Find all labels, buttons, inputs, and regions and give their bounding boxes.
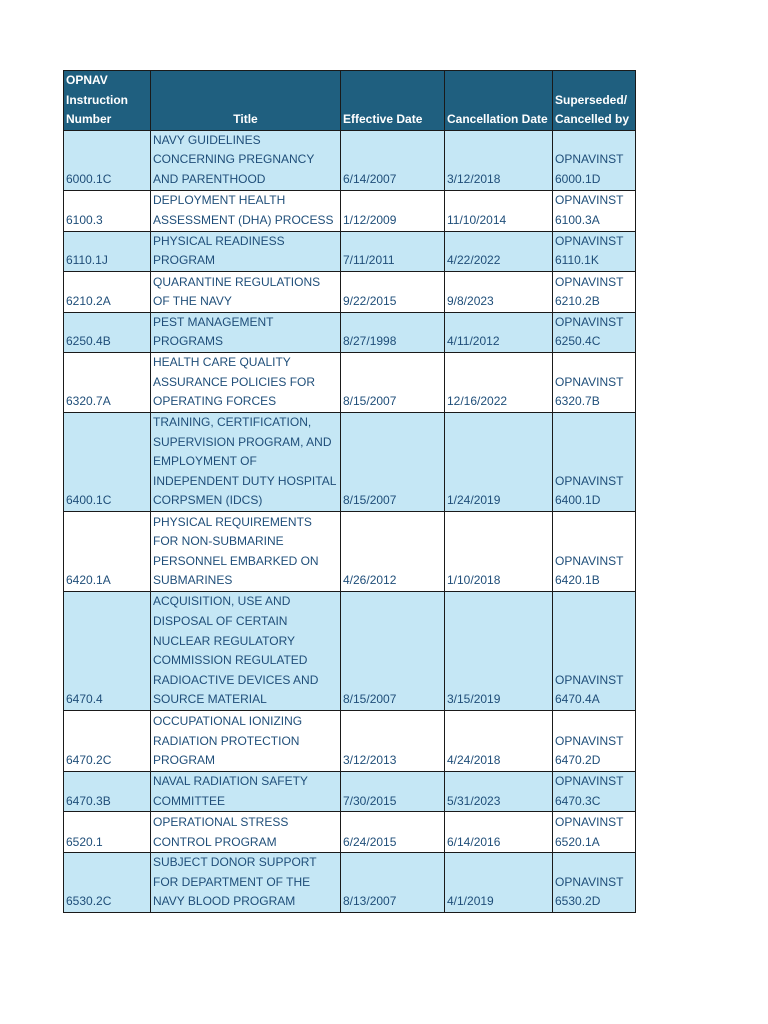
cell-cancellation: 4/22/2022	[445, 231, 553, 271]
table-row	[64, 812, 636, 853]
cell-effective: 6/24/2015	[341, 812, 445, 853]
cell-superseded: OPNAVINST 6250.4C	[553, 312, 636, 352]
cell-effective: 8/15/2007	[341, 352, 445, 412]
cell-effective: 9/22/2015	[341, 271, 445, 312]
table-row	[64, 312, 636, 352]
cell-number: 6110.1J	[64, 231, 151, 271]
cell-title: OCCUPATIONAL IONIZING RADIATION PROTECTION PROGRAM	[151, 710, 341, 771]
cell-effective: 3/12/2013	[341, 710, 445, 771]
cell-cancellation: 9/8/2023	[445, 271, 553, 312]
cell-title: SUBJECT DONOR SUPPORT FOR DEPARTMENT OF THE NAVY BLOOD PROGRAM	[151, 853, 341, 913]
cell-superseded: OPNAVINST 6420.1B	[553, 511, 636, 591]
cell-title: ACQUISITION, USE AND DISPOSAL OF CERTAIN NUCLEAR REGULATORY COMMISSION REGULATED RADIOACTIVE DEVICES AND SOURCE MATERIAL	[151, 591, 341, 710]
cell-effective: 1/12/2009	[341, 190, 445, 231]
cell-superseded: OPNAVINST 6320.7B	[553, 352, 636, 412]
cell-superseded: OPNAVINST 6400.1D	[553, 412, 636, 511]
cell-title: NAVY GUIDELINES CONCERNING PREGNANCY AND PARENTHOOD	[151, 130, 341, 190]
cell-title: PHYSICAL READINESS PROGRAM	[151, 231, 341, 271]
cell-number: 6210.2A	[64, 271, 151, 312]
header-cancellation	[445, 71, 553, 131]
cell-title: DEPLOYMENT HEALTH ASSESSMENT (DHA) PROCESS	[151, 190, 341, 231]
cell-cancellation: 11/10/2014	[445, 190, 553, 231]
header-cancellation-label: Cancellation Date	[447, 112, 548, 127]
cell-superseded: OPNAVINST 6520.1A	[553, 812, 636, 853]
cell-cancellation: 1/24/2019	[445, 412, 553, 511]
cell-title: NAVAL RADIATION SAFETY COMMITTEE	[151, 771, 341, 811]
table-row	[64, 412, 636, 511]
cell-effective: 8/27/1998	[341, 312, 445, 352]
cell-title: TRAINING, CERTIFICATION, SUPERVISION PROGRAM, AND EMPLOYMENT OF INDEPENDENT DUTY HOSPITAL CORPSMEN (IDCS)	[151, 412, 341, 511]
cell-title: QUARANTINE REGULATIONS OF THE NAVY	[151, 271, 341, 312]
header-effective	[341, 71, 445, 131]
cell-cancellation: 4/24/2018	[445, 710, 553, 771]
table-row	[64, 130, 636, 190]
cell-superseded: OPNAVINST 6100.3A	[553, 190, 636, 231]
header-number-label: OPNAV Instruction Number	[66, 73, 128, 127]
cell-superseded: OPNAVINST 6470.4A	[553, 591, 636, 710]
cell-title: PHYSICAL REQUIREMENTS FOR NON-SUBMARINE PERSONNEL EMBARKED ON SUBMARINES	[151, 511, 341, 591]
cell-superseded: OPNAVINST 6210.2B	[553, 271, 636, 312]
cell-effective: 4/26/2012	[341, 511, 445, 591]
cell-cancellation: 3/15/2019	[445, 591, 553, 710]
cell-title: PEST MANAGEMENT PROGRAMS	[151, 312, 341, 352]
cell-number: 6470.3B	[64, 771, 151, 811]
cell-superseded: OPNAVINST 6110.1K	[553, 231, 636, 271]
table-row	[64, 853, 636, 913]
cell-superseded: OPNAVINST 6530.2D	[553, 853, 636, 913]
table-row	[64, 511, 636, 591]
table-row	[64, 271, 636, 312]
header-superseded	[553, 71, 636, 131]
cell-cancellation: 1/10/2018	[445, 511, 553, 591]
table-row	[64, 591, 636, 710]
cell-effective: 7/30/2015	[341, 771, 445, 811]
cell-number: 6250.4B	[64, 312, 151, 352]
cell-title: OPERATIONAL STRESS CONTROL PROGRAM	[151, 812, 341, 853]
cell-title: HEALTH CARE QUALITY ASSURANCE POLICIES FOR OPERATING FORCES	[151, 352, 341, 412]
cell-number: 6100.3	[64, 190, 151, 231]
table-body	[64, 130, 636, 912]
table-row	[64, 710, 636, 771]
cell-superseded: OPNAVINST 6470.2D	[553, 710, 636, 771]
cell-number: 6470.4	[64, 591, 151, 710]
header-effective-label: Effective Date	[343, 112, 423, 127]
cell-number: 6400.1C	[64, 412, 151, 511]
cell-number: 6320.7A	[64, 352, 151, 412]
cell-cancellation: 4/1/2019	[445, 853, 553, 913]
table-row	[64, 771, 636, 811]
cell-cancellation: 3/12/2018	[445, 130, 553, 190]
header-row	[64, 71, 636, 131]
cell-cancellation: 5/31/2023	[445, 771, 553, 811]
header-title	[151, 71, 341, 131]
cell-superseded: OPNAVINST 6000.1D	[553, 130, 636, 190]
cell-cancellation: 6/14/2016	[445, 812, 553, 853]
cell-superseded: OPNAVINST 6470.3C	[553, 771, 636, 811]
cell-number: 6000.1C	[64, 130, 151, 190]
cell-cancellation: 4/11/2012	[445, 312, 553, 352]
cell-number: 6470.2C	[64, 710, 151, 771]
cell-effective: 6/14/2007	[341, 130, 445, 190]
cell-effective: 8/15/2007	[341, 591, 445, 710]
cell-effective: 8/13/2007	[341, 853, 445, 913]
header-title-label: Title	[233, 112, 258, 127]
table-row	[64, 190, 636, 231]
cell-effective: 8/15/2007	[341, 412, 445, 511]
cell-number: 6530.2C	[64, 853, 151, 913]
instruction-table	[63, 70, 636, 913]
cell-effective: 7/11/2011	[341, 231, 445, 271]
cell-number: 6520.1	[64, 812, 151, 853]
cell-number: 6420.1A	[64, 511, 151, 591]
header-number	[64, 71, 151, 131]
table-row	[64, 231, 636, 271]
cell-cancellation: 12/16/2022	[445, 352, 553, 412]
header-superseded-label: Superseded/ Cancelled by	[555, 92, 630, 127]
table-row	[64, 352, 636, 412]
